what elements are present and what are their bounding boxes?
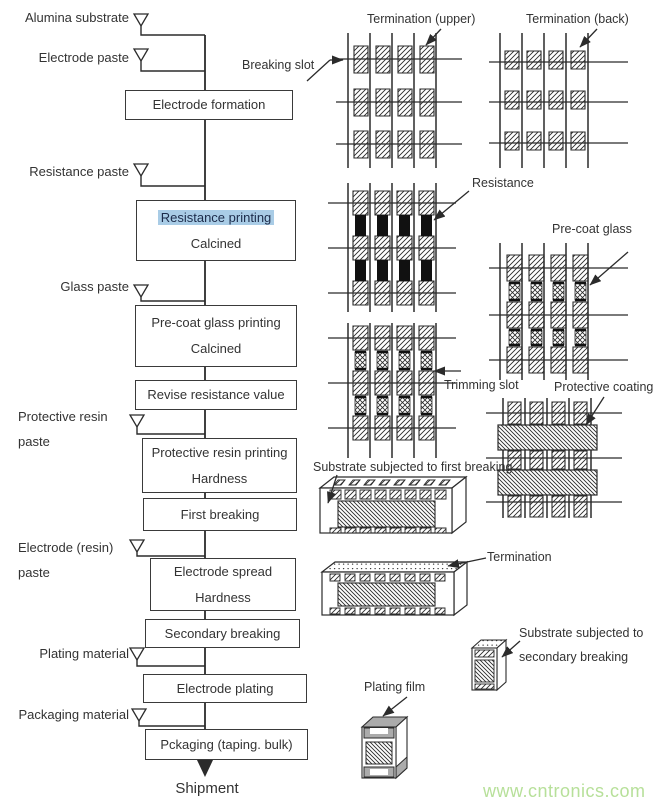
material-label-packaging-material: Packaging material xyxy=(18,707,129,722)
material-label-glass-paste: Glass paste xyxy=(60,279,129,294)
flow-step-label: First breaking xyxy=(180,506,260,522)
annotation-termination-upper: Termination (upper) xyxy=(367,12,476,26)
flow-step-label: Pre-coat glass printing xyxy=(151,315,281,330)
illustration-termination-bar xyxy=(322,562,467,615)
shipment-arrow-icon xyxy=(197,760,213,777)
annotation-termination: Termination xyxy=(487,550,552,564)
illustration-termination-upper xyxy=(336,33,462,168)
flow-step-label: Electrode formation xyxy=(152,97,266,112)
annotation-protective-coating: Protective coating xyxy=(554,380,654,394)
annotation-first-breaking-substrate: Substrate subjected to first breaking xyxy=(313,460,513,474)
site-watermark: www.cntronics.com xyxy=(483,781,646,801)
annotation-pre-coat-glass: Pre-coat glass xyxy=(552,222,632,236)
annotation-resistance: Resistance xyxy=(472,176,534,190)
illustration-precoat-glass xyxy=(489,243,628,380)
flow-step-secondary-breaking xyxy=(145,619,300,648)
annotation-secondary-breaking-line1: Substrate subjected to xyxy=(519,626,644,640)
material-label-electrode-resin-paste: Electrode (resin) paste xyxy=(18,540,114,580)
flow-step-revise-resistance xyxy=(135,380,297,410)
annotation-termination-back: Termination (back) xyxy=(526,12,629,26)
material-label-resistance-paste: Resistance paste xyxy=(29,164,129,179)
material-funnel-icons xyxy=(130,14,148,721)
flow-step-resistance-printing xyxy=(136,200,296,261)
illustration-secondary-breaking-chip xyxy=(472,640,506,690)
flow-step-label: Electrode plating xyxy=(176,680,274,696)
annotation-trimming-slot: Trimming slot xyxy=(444,378,519,392)
flow-step-protective-resin-printing xyxy=(142,438,297,493)
flow-step-electrode-spread xyxy=(150,558,296,611)
material-label-plating-material: Plating material xyxy=(39,646,129,661)
illustration-protective-coating xyxy=(486,398,622,518)
flow-step-label: Revise resistance value xyxy=(147,387,285,402)
annotation-secondary-breaking-line2: secondary breaking xyxy=(519,650,629,664)
flow-step-first-breaking xyxy=(143,498,297,531)
shipment-label: Shipment xyxy=(175,780,239,797)
flow-step-label: Protective resin printing xyxy=(151,444,288,460)
illustration-termination-back xyxy=(489,33,628,168)
flow-step-sublabel: Hardness xyxy=(191,470,248,486)
flow-step-label: Pckaging (taping. bulk) xyxy=(160,736,293,752)
flow-step-label: Electrode spread xyxy=(173,563,273,579)
flow-step-precoat-glass-printing xyxy=(135,305,297,367)
flow-step-electrode-formation xyxy=(125,90,293,120)
material-label-alumina-substrate: Alumina substrate xyxy=(24,10,129,25)
illustration-resistance xyxy=(328,183,456,312)
flow-step-label xyxy=(158,205,275,231)
illustration-first-breaking-bar xyxy=(320,477,466,533)
annotation-breaking-slot: Breaking slot xyxy=(242,58,315,72)
material-label-electrode-paste: Electrode paste xyxy=(38,50,129,65)
flow-step-label: Secondary breaking xyxy=(164,625,281,641)
flow-step-sublabel: Hardness xyxy=(195,589,251,605)
flow-step-electrode-plating xyxy=(143,674,307,703)
illustration-plating-chip xyxy=(362,717,407,778)
flow-step-sublabel: Calcined xyxy=(190,235,242,251)
annotation-plating-film: Plating film xyxy=(364,680,426,694)
selected-text-highlight: Resistance printing xyxy=(158,210,275,225)
material-label-protective-resin-paste: Protective resin paste xyxy=(18,409,108,449)
illustration-trimming xyxy=(328,323,456,458)
flow-step-sublabel: Calcined xyxy=(190,341,242,356)
flow-step-packaging xyxy=(145,729,308,760)
